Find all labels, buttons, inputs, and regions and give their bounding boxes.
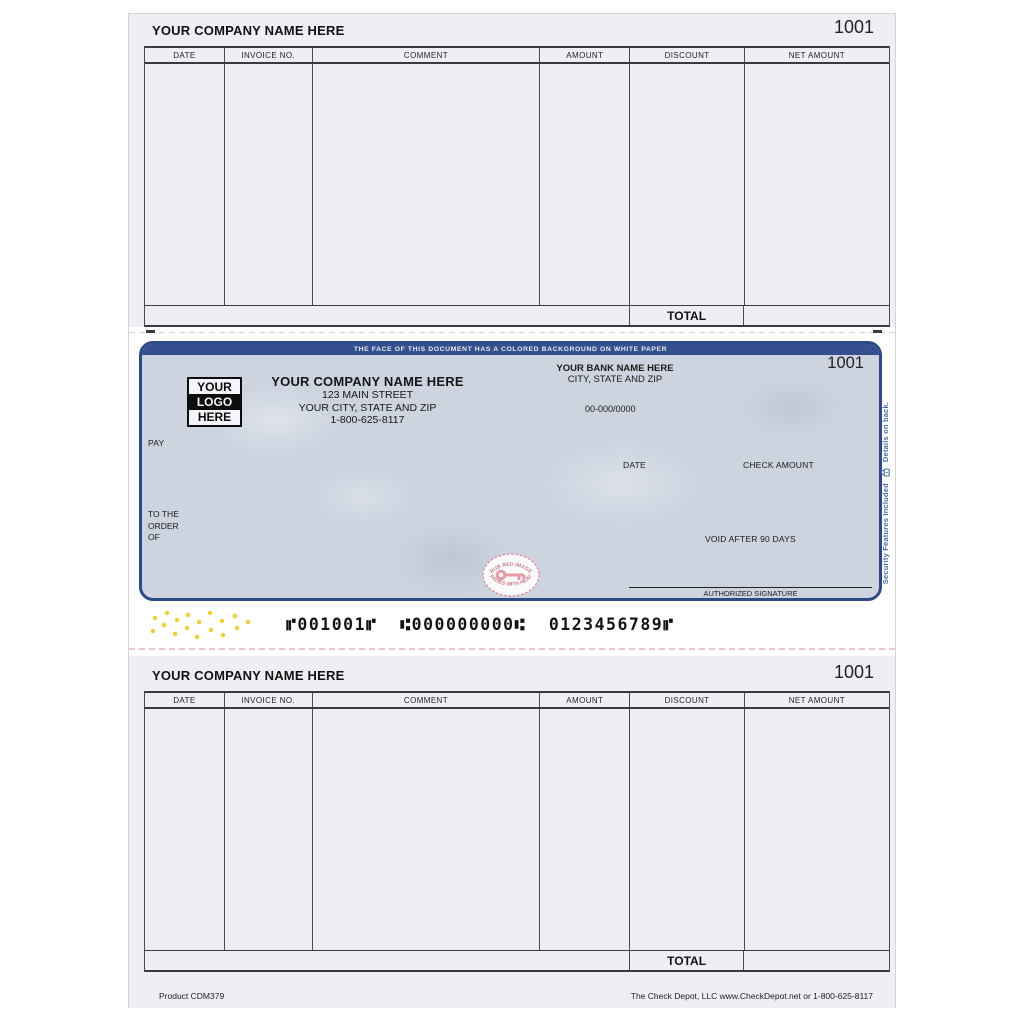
body-cell-date bbox=[145, 709, 224, 950]
total-label: TOTAL bbox=[629, 951, 744, 970]
speckle bbox=[186, 613, 190, 617]
column-header-date: DATE bbox=[173, 50, 196, 60]
stub-company-name: YOUR COMPANY NAME HERE bbox=[152, 23, 345, 38]
security-features-text: Security Features Included bbox=[880, 483, 890, 585]
check-top-banner: THE FACE OF THIS DOCUMENT HAS A COLORED BACKGROUND ON WHITE PAPER bbox=[142, 344, 879, 355]
signature-line bbox=[629, 587, 872, 588]
speckle bbox=[197, 620, 201, 624]
logo-line-logo: LOGO bbox=[189, 394, 240, 409]
speckle bbox=[175, 618, 179, 622]
body-cell-amount bbox=[539, 64, 629, 305]
speckle bbox=[235, 626, 239, 630]
logo-line-here: HERE bbox=[197, 410, 232, 425]
speckle bbox=[246, 620, 250, 624]
column-header-discount: DISCOUNT bbox=[629, 48, 744, 62]
column-header-comment: COMMENT bbox=[312, 693, 540, 707]
column-header-net-amount: NET AMOUNT bbox=[744, 48, 889, 62]
micr-band bbox=[129, 607, 895, 647]
payer-phone: 1-800-625-8117 bbox=[330, 414, 405, 426]
to-the-order-of-label bbox=[148, 509, 179, 544]
security-strip bbox=[877, 378, 893, 608]
form-footer bbox=[159, 991, 873, 1001]
logo-placeholder bbox=[187, 377, 242, 427]
total-net-amount-cell bbox=[744, 306, 889, 325]
bank-city-state-zip: CITY, STATE AND ZIP bbox=[567, 374, 663, 385]
speckle bbox=[173, 632, 177, 636]
check-zone bbox=[129, 333, 895, 648]
void-after-90-days-text: VOID AFTER 90 DAYS bbox=[705, 534, 796, 544]
routing-fraction: 00-000/0000 bbox=[585, 404, 636, 414]
column-header-invoice-no: INVOICE NO. bbox=[224, 693, 312, 707]
pay-label: PAY bbox=[148, 438, 165, 448]
body-cell-comment bbox=[312, 709, 540, 950]
speckle bbox=[233, 614, 237, 618]
column-header-net-amount: NET AMOUNT bbox=[744, 693, 889, 707]
product-code: Product CDM379 bbox=[159, 991, 225, 1001]
column-header-date: DATE bbox=[173, 695, 196, 705]
order-line-2: ORDER bbox=[148, 520, 179, 531]
heat-seal bbox=[480, 550, 542, 600]
table-body-empty bbox=[145, 709, 889, 950]
bank-block bbox=[520, 363, 710, 385]
column-header-amount: AMOUNT bbox=[539, 48, 629, 62]
seal-bottom-text: FADES WITH HEAT bbox=[488, 573, 534, 588]
stub-company-name: YOUR COMPANY NAME HERE bbox=[152, 668, 345, 683]
body-cell-comment bbox=[312, 64, 540, 305]
perforation-line-bottom bbox=[129, 648, 895, 650]
check-form-sheet bbox=[128, 13, 896, 1008]
bottom-stub-header bbox=[129, 656, 895, 688]
order-line-3: OF bbox=[148, 532, 160, 542]
column-header-invoice-no: INVOICE NO. bbox=[224, 48, 312, 62]
details-on-back-text: Details on back. bbox=[880, 401, 890, 463]
body-cell-discount bbox=[629, 64, 744, 305]
speckle bbox=[221, 633, 225, 637]
table-body-empty bbox=[145, 64, 889, 305]
top-stub-header bbox=[129, 14, 895, 46]
top-stub-table bbox=[144, 46, 890, 327]
body-cell-date bbox=[145, 64, 224, 305]
body-cell-discount bbox=[629, 709, 744, 950]
speckle bbox=[151, 629, 155, 633]
total-row-spacer bbox=[145, 306, 629, 325]
check-amount-label: CHECK AMOUNT bbox=[743, 460, 814, 470]
speckle bbox=[195, 635, 199, 639]
security-strip-text bbox=[877, 378, 893, 608]
stub-check-number: 1001 bbox=[833, 662, 874, 682]
top-remittance-stub bbox=[129, 14, 895, 327]
body-cell-invoice-no bbox=[224, 709, 312, 950]
padlock-icon bbox=[880, 468, 890, 477]
vendor-info: The Check Depot, LLC www.CheckDepot.net or 1-800-625-8117 bbox=[630, 991, 873, 1001]
bank-name: YOUR BANK NAME HERE bbox=[556, 363, 674, 374]
micr-line: ⑈001001⑈ ⑆000000000⑆ 0123456789⑈ bbox=[286, 615, 675, 634]
total-label: TOTAL bbox=[629, 306, 744, 325]
table-total-row bbox=[145, 305, 889, 327]
logo-line-your: YOUR bbox=[197, 379, 232, 394]
speckle bbox=[185, 626, 189, 630]
body-cell-amount bbox=[539, 709, 629, 950]
authorized-signature-label: AUTHORIZED SIGNATURE bbox=[703, 589, 798, 598]
payer-company-block bbox=[245, 374, 490, 427]
table-header-row bbox=[145, 46, 889, 64]
payer-company-name: YOUR COMPANY NAME HERE bbox=[271, 374, 464, 389]
body-cell-net-amount bbox=[744, 709, 889, 950]
security-speckles bbox=[149, 610, 259, 642]
speckle bbox=[165, 611, 169, 615]
column-header-amount: AMOUNT bbox=[539, 693, 629, 707]
column-header-discount: DISCOUNT bbox=[629, 693, 744, 707]
payer-city-state-zip: YOUR CITY, STATE AND ZIP bbox=[298, 401, 437, 414]
order-line-1: TO THE bbox=[148, 509, 179, 519]
body-cell-net-amount bbox=[744, 64, 889, 305]
speckle bbox=[209, 628, 213, 632]
total-net-amount-cell bbox=[744, 951, 889, 970]
table-header-row bbox=[145, 691, 889, 709]
speckle bbox=[208, 611, 212, 615]
body-cell-invoice-no bbox=[224, 64, 312, 305]
speckle bbox=[220, 619, 224, 623]
check-face bbox=[139, 341, 882, 601]
column-header-comment: COMMENT bbox=[312, 48, 540, 62]
total-row-spacer bbox=[145, 951, 629, 970]
date-label: DATE bbox=[623, 460, 646, 470]
seal-top-text: RUB RED IMAGE bbox=[489, 561, 533, 575]
bottom-remittance-stub bbox=[129, 656, 895, 1008]
payer-address: 123 MAIN STREET bbox=[321, 389, 414, 401]
check-number: 1001 bbox=[827, 354, 864, 372]
speckle bbox=[162, 623, 166, 627]
bottom-stub-table bbox=[144, 691, 890, 972]
stub-check-number: 1001 bbox=[833, 17, 874, 37]
speckle bbox=[153, 616, 157, 620]
table-total-row bbox=[145, 950, 889, 972]
